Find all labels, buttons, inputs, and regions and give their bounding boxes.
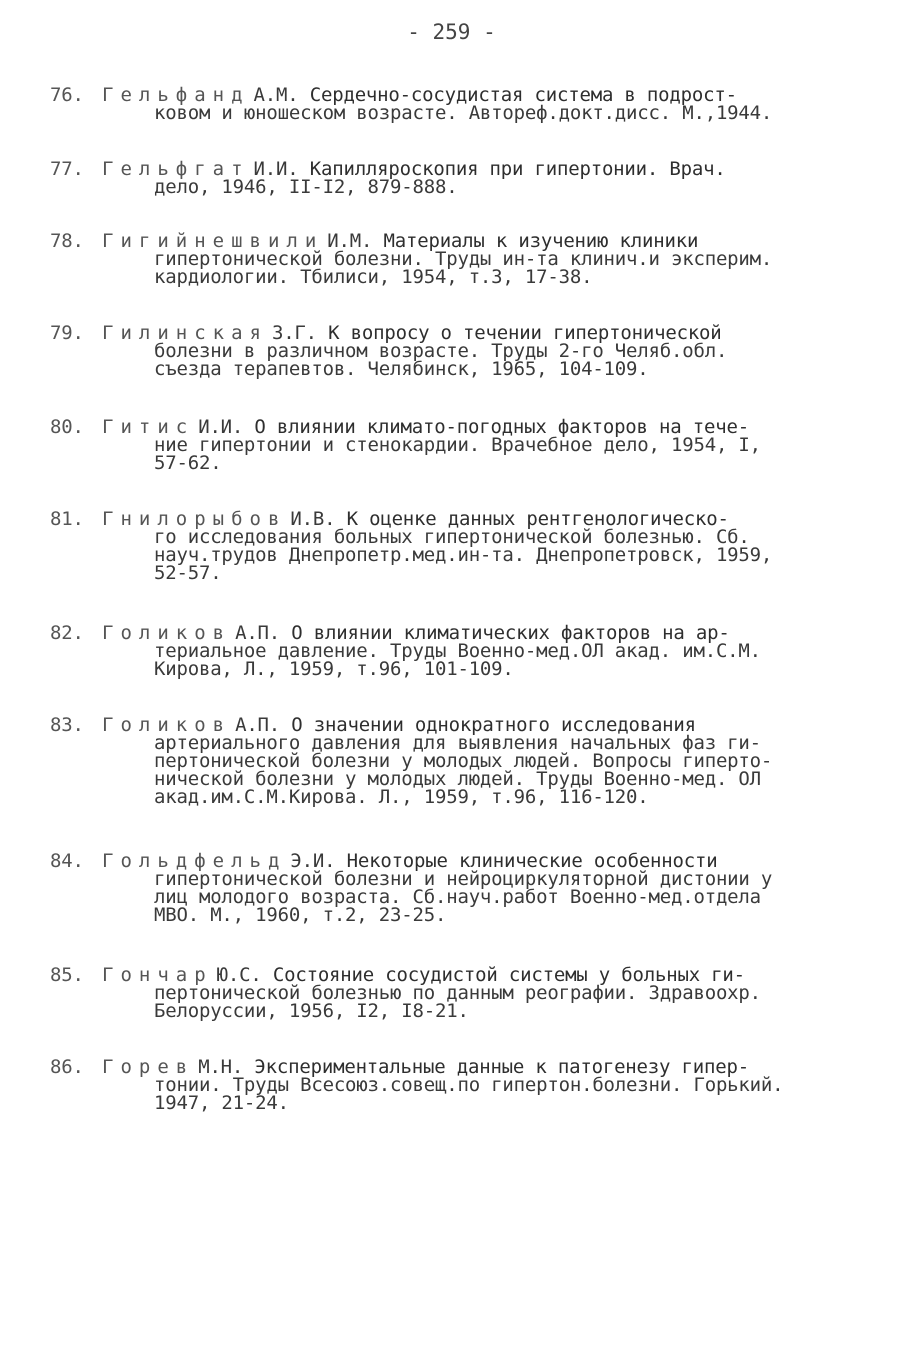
entry-author: Горев bbox=[102, 1056, 195, 1078]
entry-number: 84. bbox=[50, 850, 84, 872]
entry-continuation-line: кардиологии. Тбилиси, 1954, т.3, 17-38. bbox=[154, 266, 593, 288]
entry-title-start: Некоторые клинические особенности bbox=[346, 850, 718, 872]
entry-continuation-line: пертонической болезнью по данным реографии. Здравоохр. bbox=[154, 982, 761, 1004]
entry-continuation-line: Белоруссии, 1956, I2, I8-21. bbox=[154, 1000, 469, 1022]
entry-continuation-line: науч.трудов Днепропетр.мед.ин-та. Днепропетровск, 1959, bbox=[154, 544, 773, 566]
entry-initials: И.И. bbox=[198, 416, 244, 438]
entry-continuation-line: МВО. М., 1960, т.2, 23-25. bbox=[154, 904, 447, 926]
entry-title-start: Сердечно-сосудистая система в подрост- bbox=[309, 84, 737, 106]
bibliography-entry bbox=[50, 510, 850, 582]
entry-initials: А.М. bbox=[253, 84, 299, 106]
entry-continuation-line: акад.им.С.М.Кирова. Л., 1959, т.96, 116-120. bbox=[154, 786, 649, 808]
entry-continuation-line: 57-62. bbox=[154, 452, 222, 474]
entry-title-start: Материалы к изучению клиники bbox=[383, 230, 699, 252]
bibliography-entry bbox=[50, 86, 850, 122]
page-number: - 259 - bbox=[407, 20, 496, 44]
entry-author: Гнилорыбов bbox=[102, 508, 287, 530]
entry-title-start: О влиянии климатических факторов на ар- bbox=[291, 622, 730, 644]
bibliography-entry bbox=[50, 232, 850, 286]
entry-title-start: К вопросу о течении гипертонической bbox=[328, 322, 722, 344]
entry-title-start: О значении однократного исследования bbox=[291, 714, 696, 736]
entry-continuation-line: болезни в различном возрасте. Труды 2-го Челяб.обл. bbox=[154, 340, 728, 362]
entry-continuation-line: лиц молодого возраста. Сб.науч.работ Военно-мед.отдела bbox=[154, 886, 761, 908]
entry-number: 78. bbox=[50, 230, 84, 252]
entry-continuation-line: артериального давления для выявления начальных фаз ги- bbox=[154, 732, 761, 754]
entry-initials: И.В. bbox=[290, 508, 336, 530]
entry-initials: З.Г. bbox=[271, 322, 317, 344]
entry-number: 81. bbox=[50, 508, 84, 530]
entry-number: 76. bbox=[50, 84, 84, 106]
entry-number: 79. bbox=[50, 322, 84, 344]
bibliography-entry bbox=[50, 716, 850, 806]
entry-author: Гельфанд bbox=[102, 84, 250, 106]
entry-author: Гельфгат bbox=[102, 158, 250, 180]
entry-initials: И.М. bbox=[327, 230, 373, 252]
entry-number: 77. bbox=[50, 158, 84, 180]
entry-number: 85. bbox=[50, 964, 84, 986]
bibliography-entry bbox=[50, 418, 850, 472]
entry-continuation-line: Кирова, Л., 1959, т.96, 101-109. bbox=[154, 658, 514, 680]
entry-continuation-line: пертонической болезни у молодых людей. Вопросы гиперто- bbox=[154, 750, 773, 772]
bibliography-entry bbox=[50, 1058, 850, 1112]
entry-continuation-line: ние гипертонии и стенокардии. Врачебное дело, 1954, I, bbox=[154, 434, 761, 456]
entry-continuation-line: съезда терапевтов. Челябинск, 1965, 104-109. bbox=[154, 358, 649, 380]
bibliography-entry bbox=[50, 852, 850, 924]
entry-title-start: Состояние сосудистой системы у больных ги- bbox=[272, 964, 745, 986]
entry-title-start: О влиянии климато-погодных факторов на тече- bbox=[254, 416, 749, 438]
entry-initials: Э.И. bbox=[290, 850, 336, 872]
entry-continuation-line: дело, 1946, II-I2, 879-888. bbox=[154, 176, 458, 198]
entry-title-start: Капилляроскопия при гипертонии. Врач. bbox=[309, 158, 726, 180]
entry-continuation-line: ковом и юношеском возрасте. Автореф.докт.дисс. М.,1944. bbox=[154, 102, 773, 124]
entry-author: Гончар bbox=[102, 964, 213, 986]
entry-number: 82. bbox=[50, 622, 84, 644]
entry-continuation-line: тонии. Труды Всесоюз.совещ.по гипертон.болезни. Горький. bbox=[154, 1074, 784, 1096]
entry-number: 80. bbox=[50, 416, 84, 438]
entry-continuation-line: 1947, 21-24. bbox=[154, 1092, 289, 1114]
entry-author: Гитис bbox=[102, 416, 195, 438]
bibliography-entry bbox=[50, 966, 850, 1020]
entry-author: Гилинская bbox=[102, 322, 268, 344]
entry-initials: А.П. bbox=[235, 714, 281, 736]
entry-author: Голиков bbox=[102, 622, 232, 644]
entry-number: 83. bbox=[50, 714, 84, 736]
entry-continuation-line: гипертонической болезни и нейроциркуляторной дистонии у bbox=[154, 868, 773, 890]
entry-continuation-line: гипертонической болезни. Труды ин-та клинич.и эксперим. bbox=[154, 248, 773, 270]
entry-title-start: Экспериментальные данные к патогенезу гипер- bbox=[254, 1056, 749, 1078]
entry-continuation-line: 52-57. bbox=[154, 562, 222, 584]
entry-number: 86. bbox=[50, 1056, 84, 1078]
entry-title-start: К оценке данных рентгенологическо- bbox=[346, 508, 729, 530]
entry-author: Гигийнешвили bbox=[102, 230, 324, 252]
entry-continuation-line: го исследования больных гипертонической болезнью. Сб. bbox=[154, 526, 750, 548]
entry-author: Гольдфельд bbox=[102, 850, 287, 872]
bibliography-entry bbox=[50, 324, 850, 378]
bibliography-entry bbox=[50, 624, 850, 678]
bibliography-entry bbox=[50, 160, 850, 196]
entry-initials: М.Н. bbox=[198, 1056, 244, 1078]
entry-initials: И.И. bbox=[253, 158, 299, 180]
entry-initials: А.П. bbox=[235, 622, 281, 644]
entry-author: Голиков bbox=[102, 714, 232, 736]
entry-continuation-line: териальное давление. Труды Военно-мед.ОЛ акад. им.С.М. bbox=[154, 640, 761, 662]
entry-continuation-line: нической болезни у молодых людей. Труды Военно-мед. ОЛ bbox=[154, 768, 761, 790]
entry-initials: Ю.С. bbox=[216, 964, 262, 986]
